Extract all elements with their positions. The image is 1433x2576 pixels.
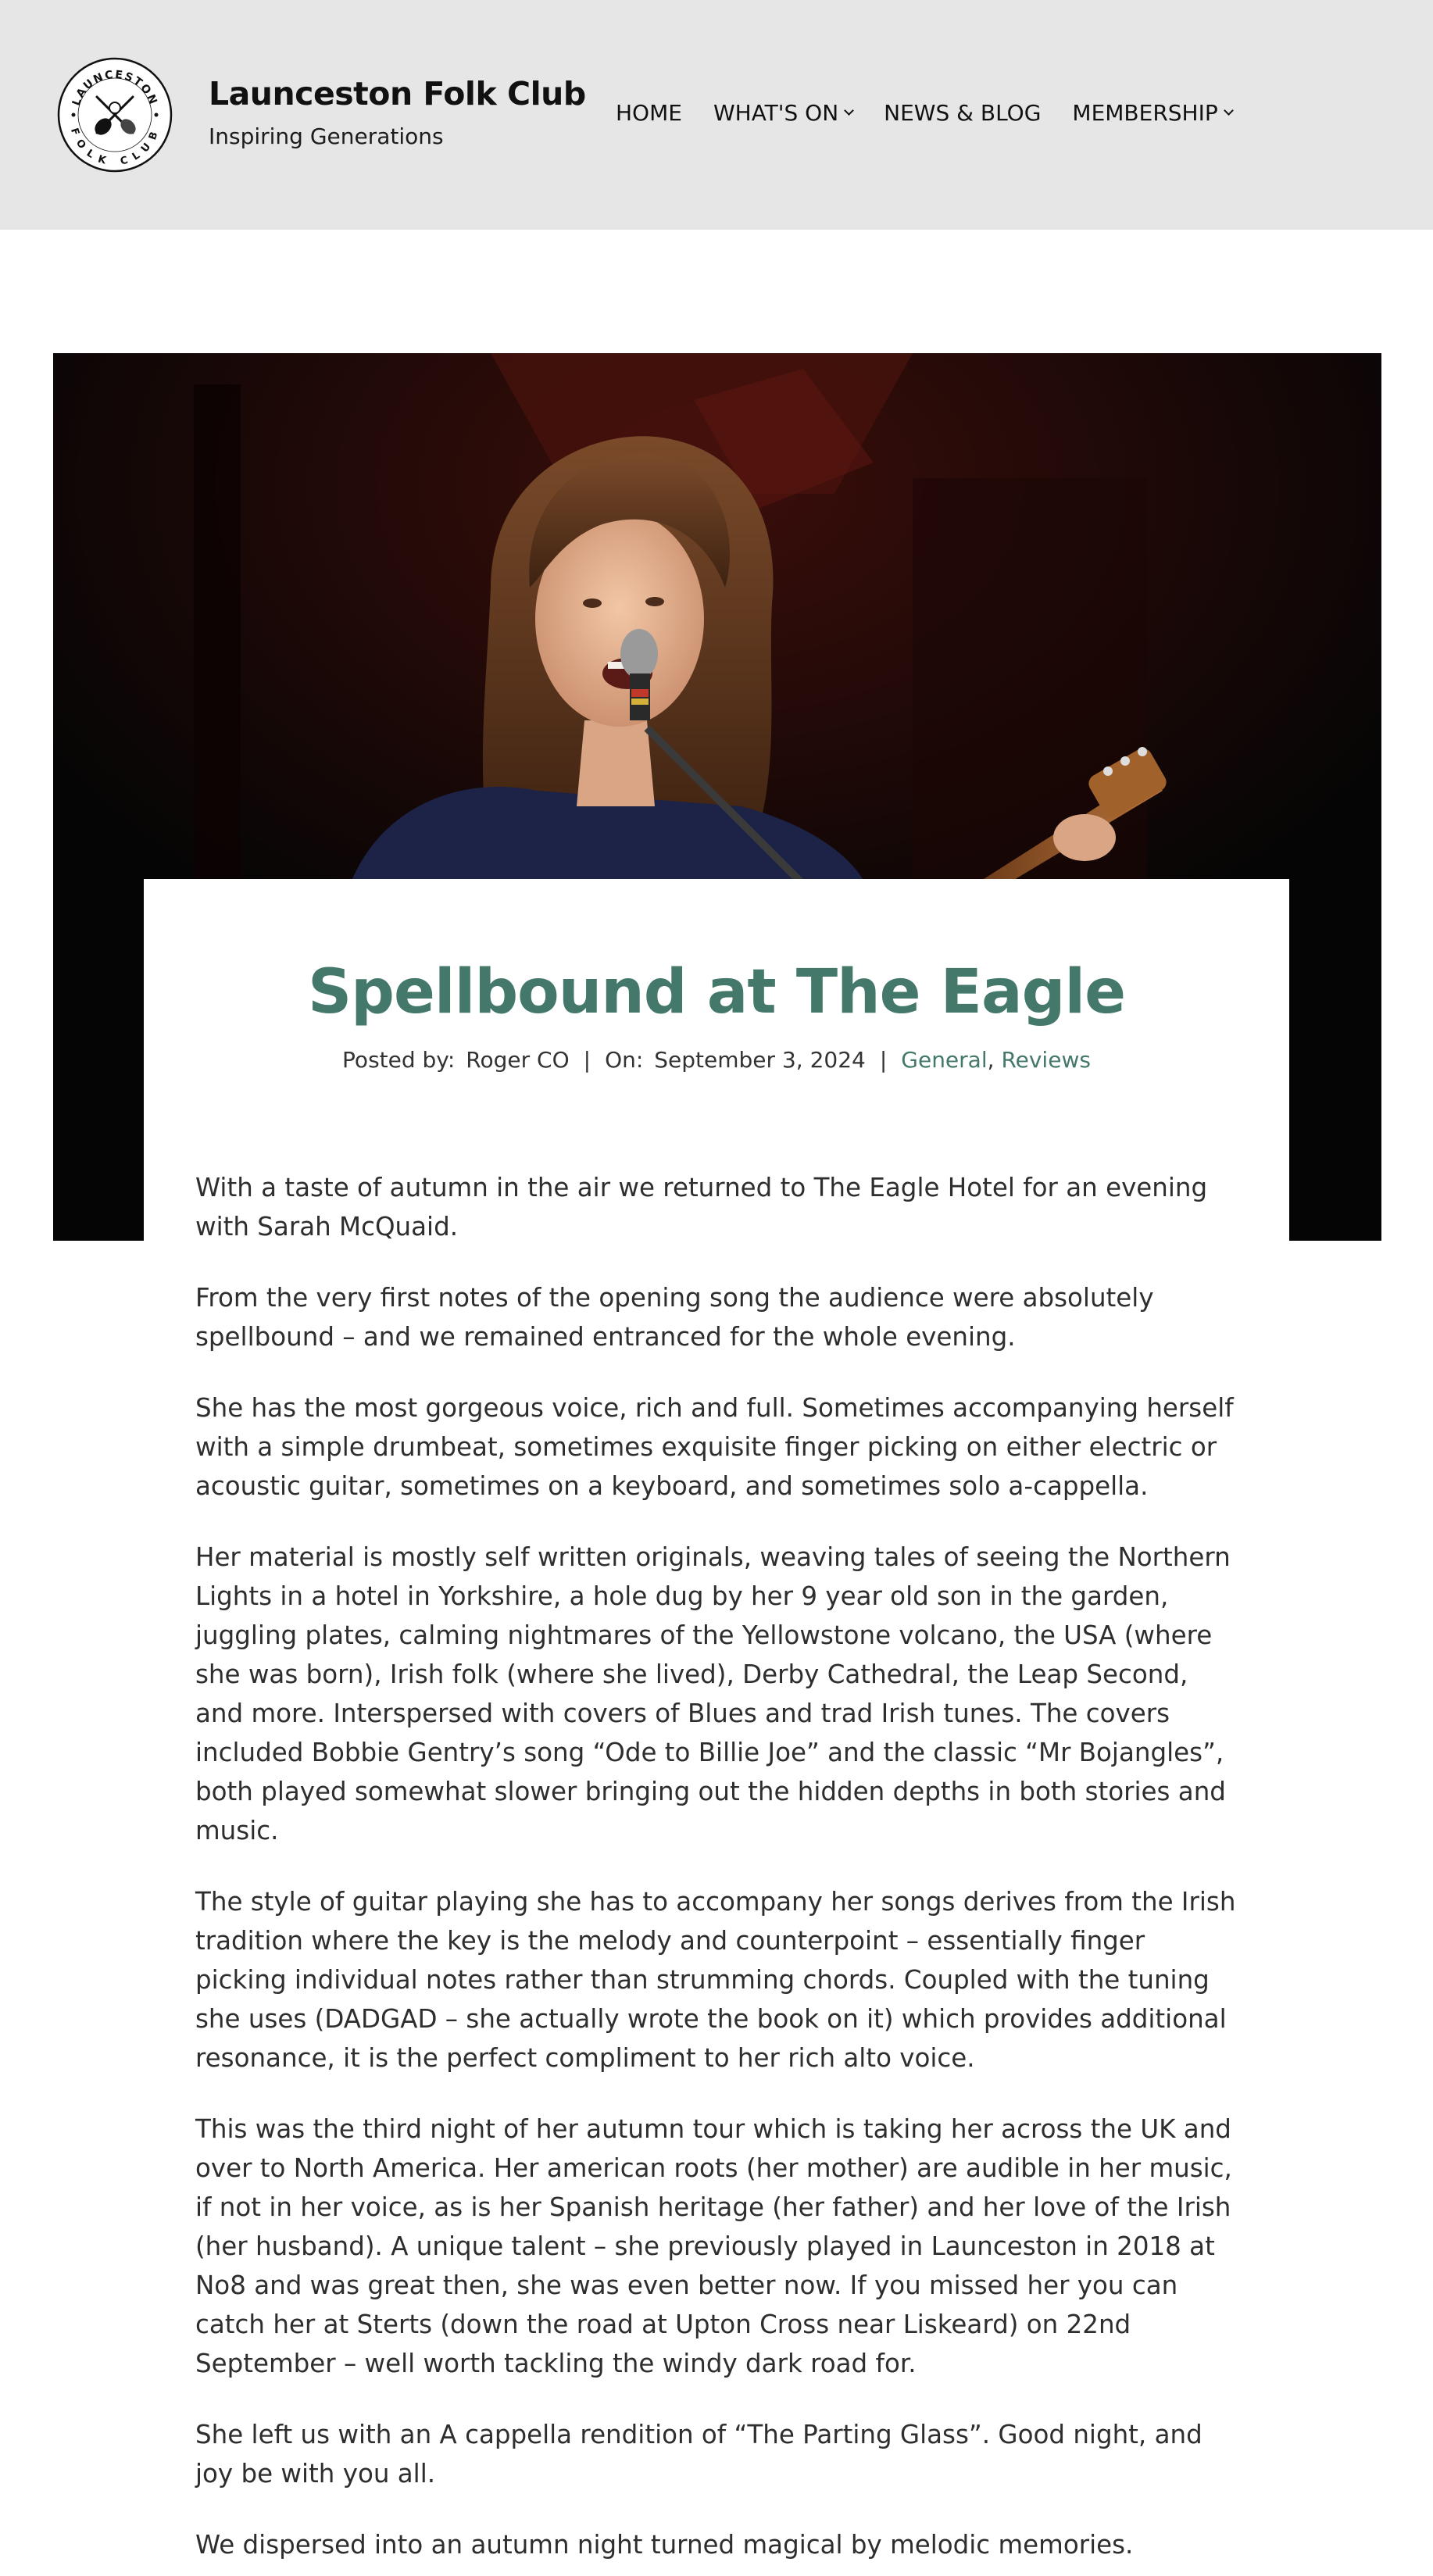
- post-date: September 3, 2024: [654, 1047, 866, 1073]
- post-paragraph: This was the third night of her autumn tour which is taking her across the UK and over to North America. Her american roots (her mother) are audible in her music, if not in her voice, as is her Spanish heritage (her father) and her love of the Irish (her husband). A unique talent – she previously played in Launceston in 2018 at No8 and was great then, she was even better now. If you missed her you can catch her at Sterts (down the road at Upton Cross near Liskeard) on 22nd September – well worth tackling the windy dark road for.: [195, 2114, 1232, 2378]
- nav-item-label: MEMBERSHIP: [1072, 100, 1218, 126]
- post-title: Spellbound at The Eagle: [307, 957, 1126, 1027]
- post-card: [144, 879, 1289, 2576]
- category-separator: ,: [987, 1047, 995, 1073]
- nav-item-label: WHAT'S ON: [713, 100, 839, 126]
- post-author: Roger CO: [466, 1047, 570, 1073]
- main-nav: [616, 100, 1232, 126]
- post-paragraph: With a taste of autumn in the air we returned to The Eagle Hotel for an evening with Sarah McQuaid.: [195, 1173, 1208, 1242]
- site-header: [0, 0, 1433, 230]
- post-paragraph: She has the most gorgeous voice, rich and full. Sometimes accompanying herself with a simple drumbeat, sometimes exquisite finger picking on either electric or acoustic guitar, sometimes on a keyboard, and sometimes solo a-cappella.: [195, 1393, 1234, 1501]
- category-link-general[interactable]: General: [901, 1047, 988, 1073]
- post-paragraph: She left us with an A cappella rendition of “The Parting Glass”. Good night, and joy be with you all.: [195, 2420, 1203, 2488]
- nav-item-label: HOME: [616, 100, 682, 126]
- nav-item-news-blog[interactable]: [884, 100, 1041, 126]
- club-logo[interactable]: [56, 56, 173, 173]
- on-label: On:: [605, 1047, 644, 1073]
- logo-text-bottom: FOLK CLUB: [67, 127, 163, 169]
- club-logo-icon: [56, 56, 173, 173]
- nav-item-whats-on[interactable]: [713, 100, 852, 126]
- meta-separator: |: [879, 1047, 888, 1073]
- nav-item-home[interactable]: [616, 100, 682, 126]
- post-paragraph: We dispersed into an autumn night turned magical by melodic memories.: [195, 2530, 1134, 2560]
- post-content: [195, 1168, 1242, 2576]
- post-meta: [144, 1047, 1289, 1073]
- meta-separator: |: [583, 1047, 591, 1073]
- site-tagline: Inspiring Generations: [209, 123, 444, 149]
- logo-text-top: LAUNCESTON: [70, 68, 160, 108]
- nav-item-label: NEWS & BLOG: [884, 100, 1042, 126]
- post-paragraph: From the very first notes of the opening song the audience were absolutely spellbound – and we remained entranced for the whole evening.: [195, 1283, 1154, 1352]
- chevron-down-icon: [1224, 105, 1234, 116]
- nav-item-membership[interactable]: [1072, 100, 1231, 126]
- post-paragraph: Her material is mostly self written originals, weaving tales of seeing the Northern Lights in a hotel in Yorkshire, a hole dug by her 9 year old son in the garden, juggling plates, calming nightmares of the Yellowstone volcano, the USA (where she was born), Irish folk (where she lived), Derby Cathedral, the Leap Second, and more. Interspersed with covers of Blues and trad Irish tunes. The covers included Bobbie Gentry’s song “Ode to Billie Joe” and the classic “Mr Bojangles”, both played somewhat slower bringing out the hidden depths in both stories and music.: [195, 1542, 1231, 1845]
- posted-by-label: Posted by:: [342, 1047, 456, 1073]
- category-link-reviews[interactable]: Reviews: [1001, 1047, 1091, 1073]
- site-title[interactable]: Launceston Folk Club: [209, 75, 586, 113]
- chevron-down-icon: [844, 105, 854, 116]
- post-paragraph: The style of guitar playing she has to accompany her songs derives from the Irish tradition where the key is the melody and counterpoint – essentially finger picking individual notes rather than strumming chords. Coupled with the tuning she uses (DADGAD – she actually wrote the book on it) which provides additional resonance, it is the perfect compliment to her rich alto voice.: [195, 1887, 1236, 2073]
